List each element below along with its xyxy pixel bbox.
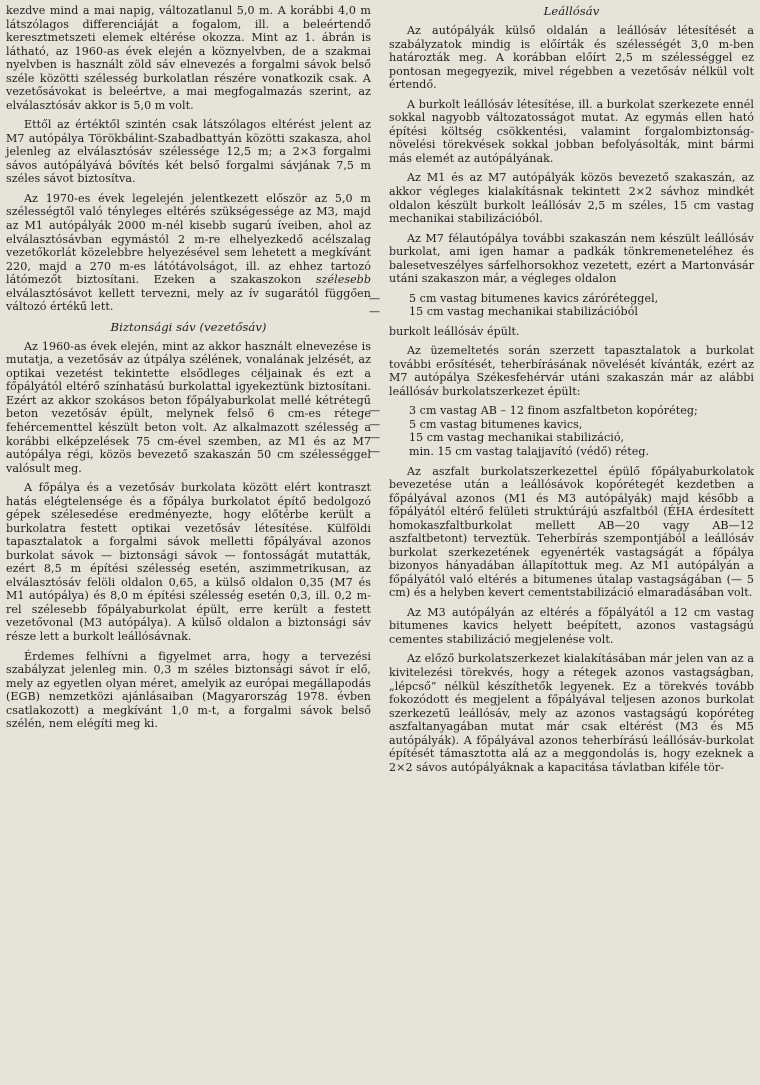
paragraph: kezdve mind a mai napig, változatlanul 5,0 m. A korábbi 4,0 m látszólagos differenciáját a fogalom, ill. a beleértendő keresztmetszeti elemek eltérése okozza. Mint az 1. ábrán is látható, az 1960-as évek elején a köznyelvben, de a szakmai nyelvben is használt zöld sáv elnevezés a forgalmi sávok belső széle közötti szélesség burkolatlan részére vonatkozik csak. A vezetősávokat is beleértve, a mai megfogalmazás szerint, az elválasztósáv akkor is 5,0 m volt. <box>6 4 371 112</box>
paragraph <box>6 192 371 314</box>
section-heading-leallosav: Leállósáv <box>543 4 600 18</box>
dash-marker: — <box>369 305 381 319</box>
list-item <box>369 305 754 319</box>
layer-list <box>369 291 754 319</box>
list-item-text: min. 15 cm vastag talajjavító (védő) réteg. <box>409 445 650 459</box>
dash-marker: — <box>369 291 381 305</box>
dash-marker: — <box>369 417 381 431</box>
paragraph: Az 1960-as évek elején, mint az akkor használt elnevezése is mutatja, a vezetősáv az útpálya szélének, vonalának jelzését, az optikai vezetést tekintette elsődleges céljainak és ezt a főpályától eltérő színhatású burkolattal igyekeztünk biztosítani. Ezért az akkor szokásos beton főpályaburkolat mellé kétrétegű beton vezetősáv épült, melynek felső 6 cm-es rétege fehércementtel készült beton volt. Az alkalmazott szélesség a korábbi elképzelések 75 cm-ével szemben, az M1 és az M7 autópálya régi, közös bevezető szakaszán 50 cm szélességgel valósult meg. <box>6 339 371 475</box>
right-column <box>369 4 754 1085</box>
layer-list <box>369 404 754 459</box>
list-item <box>369 404 754 418</box>
paragraph: burkolt leállósáv épült. <box>389 324 520 338</box>
paragraph: Érdemes felhívni a figyelmet arra, hogy a tervezési szabályzat jelenleg min. 0,3 m széles biztonsági sávot ír elő, mely az egyetlen olyan méret, amelyik az európai megállapodás (EGB) nemzetközi ajánlásaiban (Magyarország 1978. évben csatlakozott) a megkívánt 1,0 m-t, a forgalmi sávok belső szélén, nem elégíti meg ki. <box>6 649 371 731</box>
left-column <box>6 4 371 1085</box>
paragraph: Ettől az értéktől szintén csak látszólagos eltérést jelent az M7 autópálya Törökbálint-Szabadbattyán közötti szakasza, ahol jelenleg az elválasztósáv szélessége 12,5 m; a 2×3 forgalmi sávos autópályává bővítés két belső forgalmi sávjának 7,5 m széles sávot biztosítva. <box>6 118 371 186</box>
dash-marker: — <box>369 445 381 459</box>
paragraph: A burkolt leállósáv létesítése, ill. a burkolat szerkezete ennél sokkal nagyobb változatosságot mutat. Az egymás ellen ható építési költség csökkentési, valamint forgalombiztonság-növelési törekvések sokkal jobban befolyásolták, mint bármi más elemét az autópályának. <box>389 97 754 165</box>
paragraph: Az üzemeltetés során szerzett tapasztalatok a burkolat további erősítését, teherbírásának növelését kívánták, ezért az M7 autópálya Székesfehérvár utáni szakaszán már az alábbi leállósáv burkolatszerkezet épült: <box>389 344 754 398</box>
list-item-text: 15 cm vastag mechanikai stabilizációból <box>409 305 639 319</box>
list-item-text: 5 cm vastag bitumenes kavics, <box>409 417 583 431</box>
list-item-text: 3 cm vastag AB – 12 finom aszfaltbeton kopóréteg; <box>409 404 698 418</box>
paragraph: Az autópályák külső oldalán a leállósáv létesítését a szabályzatok mindig is előírták és szélességét 3,0 m-ben határozták meg. A korábban előírt 2,5 m szélességgel ez pontosan megegyezik, mivel régebben a vezetősáv nélkül volt értendő. <box>389 24 754 92</box>
emphasis: szélesebb <box>315 273 371 287</box>
paragraph: Az M7 félautópálya további szakaszán nem készült leállósáv burkolat, ami igen hamar a padkák tönkremeneteléhez és balesetveszélyes sárfelhorsokhoz vezetett, ezért a Martonvásár utáni szakaszon már, a végleges oldalon <box>389 231 754 286</box>
list-item-text: 15 cm vastag mechanikai stabilizáció, <box>409 431 625 445</box>
paragraph-text: elválasztósávot kellett tervezni, mely az ív sugarától függően változó értékű lett. <box>6 286 371 314</box>
paragraph-text: Az 1970-es évek legelején jelentkezett először az 5,0 m szélességtől való tényleges eltérés szükségessége az M3, majd az M1 autópályák 2000 m-nél kisebb sugarú íveiben, ahol az elválasztósávban egymástól 2 m-re elhelyezkedő acélszalag vezetőkorlát közelebbre helyezésével sem lehetett a megkívánt 220, majd a 270 m-es látótávolságot, ill. az ehhez tartozó látómezőt biztosítani. Ezeken a szakaszokon <box>6 191 371 287</box>
list-item <box>369 445 754 459</box>
dash-marker: — <box>369 431 381 445</box>
section-heading-biztonsagi-sav: Biztonsági sáv (vezetősáv) <box>110 319 267 334</box>
list-item <box>369 291 754 306</box>
paragraph: Az előző burkolatszerkezet kialakításában már jelen van az a kivitelezési törekvés, hogy a rétegek azonos vastagságban, „lépcső” nélkül készíthetők legyenek. Ez a törekvés tovább fokozódott és megjelent a főpályával teljesen azonos burkolat szerkezetű leállósáv, mely az azonos vastagságú kopóréteg aszfaltanyagában mutat már csak eltérést (M3 és M5 autópályák). A főpályával azonos teherbírású leállósáv-burkolat építését támasztotta alá az a meggondolás is, hogy ezeknek a 2×2 sávos autópályáknak a kapacitása távlatban kiféle tör- <box>389 652 754 774</box>
list-item-text: 5 cm vastag bitumenes kavics záróréteggel, <box>409 291 659 305</box>
paragraph: Az M1 és az M7 autópályák közös bevezető szakaszán, az akkor végleges kialakításnak tekintett 2×2 sávhoz mindkét oldalon készült burkolt leállósáv 2,5 m széles, 15 cm vastag mechanikai stabilizációból. <box>389 171 754 226</box>
dash-marker: — <box>369 404 381 418</box>
paragraph: Az aszfalt burkolatszerkezettel épülő főpályaburkolatok bevezetése után a leállósávok kopórétegét kezdetben a főpályával azonos (M1 és M3 autópályák) majd később a főpályától eltérő felületi struktúrájú aszfaltból (ÉHA érdesített homokaszfaltburkolat mellett AB—20 vagy AB—12 aszfaltbetont) terveztük. Teherbírás szempontjából a leállósáv burkolat szerkezetének egyenérték vastagságát a főpálya bizonyos hányadában állapítottuk meg. Az M1 autópályán a főpályától való eltérés a bitumenes útalap vastagságában (— 5 cm) és a helyben kevert cementstabilizáció elmaradásában volt. <box>389 464 754 600</box>
paragraph: Az M3 autópályán az eltérés a főpályától a 12 cm vastag bitumenes kavics helyett beépített, azonos vastagságú cementes stabilizáció megjelenése volt. <box>389 605 754 646</box>
list-item <box>369 417 754 432</box>
list-item <box>369 431 754 445</box>
paragraph: A főpálya és a vezetősáv burkolata között elért kontraszt hatás elégtelensége és a főpálya burkolatot építő bedolgozó gépek szélesedése eredményezte, hogy előtérbe került a burkolatra festett optikai vezetősáv létesítése. Külföldi tapasztalatok a forgalmi sávok melletti főpályával azonos burkolat sávok — biztonsági sávok — fontosságát mutatták, ezért 8,5 m építési szélesség esetén, aszimmetrikusan, az elválasztósáv felöli oldalon 0,65, a külső oldalon 0,35 (M7 és M1 autópálya) és 8,0 m építési szélesség esetén 0,3, ill. 0,2 m-rel szélesebb főpályaburkolat épült, erre került a festett vezetővonal (M3 autópálya). A külső oldalon a biztonsági sáv része lett a burkolt leállósávnak. <box>6 481 371 643</box>
